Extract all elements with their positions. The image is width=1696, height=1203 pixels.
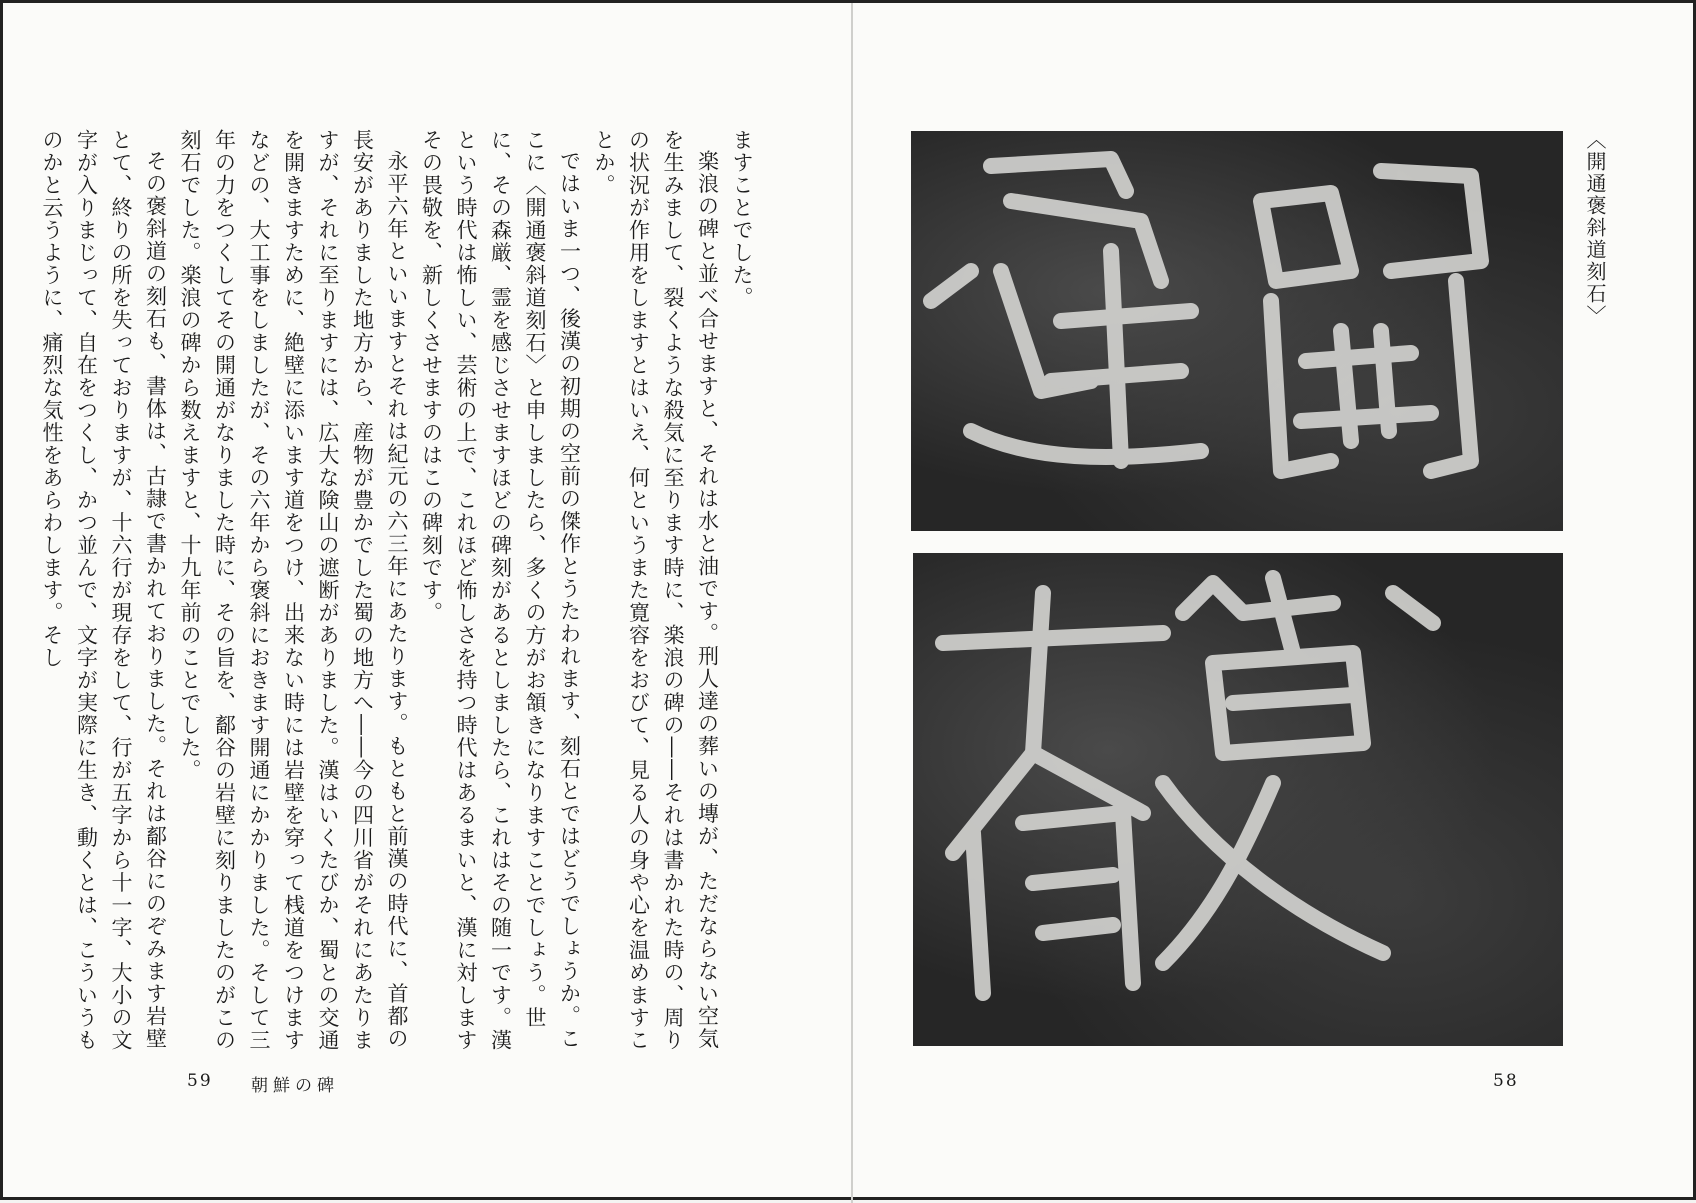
rubbing-photo-bottom <box>913 553 1563 1046</box>
page-number-left: 59 <box>187 1071 213 1091</box>
paragraph-3: ではいま一つ、後漢の初期の空前の傑作とうたわれます、刻石とではどうでしょうか。ここに〈開通褒斜道刻石〉と申しましたら、多くの方がお頷きになりますことでしょう。世に、その森厳、霊を感じさせますほどの碑刻があるとしましたら、これはその随一です。漢という時代は怖しい、芸術の上で、これほど怖しさを持つ時代はあるまいと、漢に対しますその畏敬を、新しくさせますのはこの碑刻です。 <box>419 129 582 1052</box>
rubbing-strokes-bottom <box>913 553 1563 1046</box>
running-head: 朝鮮の碑 <box>251 1076 339 1096</box>
paragraph-4: 永平六年といいますとそれは紀元の六三年にあたります。もともと前漢の時代に、首都の長安がありました地方から、産物が豊かでした蜀の地方へ――今の四川省がそれにあたりますが、それに至りますには、広大な険山の遮断がありました。漢はいくたびか、蜀との交通を開きますために、絶壁に添います道をつけ、出来ない時には岩壁を穿って桟道をつけますなどの、大工事をしましたが、その六年から褒斜におきます開通にかかりました。そして三年の力をつくしてその開通がなりました時に、その旨を、鄐谷の岩壁に刻りましたのがこの刻石でした。楽浪の碑から数えますと、十九年前のことでした。 <box>178 129 409 1052</box>
paragraph-2: 楽浪の碑と並べ合せますと、それは水と油です。刑人達の葬いの塼が、ただならない空気を生みまして、裂くような殺気に至ります時に、楽浪の碑の――それは書かれた時の、周りの状況が作用をしますとはいえ、何というまた寛容をおびて、見る人の身や心を温めますことか。 <box>592 129 720 1052</box>
rubbing-strokes-top <box>911 131 1563 531</box>
rubbing-photo-top <box>911 131 1563 531</box>
page-number-right: 58 <box>1493 1071 1519 1091</box>
figure-caption: 〈開通褒斜道刻石〉 <box>1583 129 1607 327</box>
page-gutter <box>851 3 853 1203</box>
vertical-body-text <box>40 129 759 1059</box>
paragraph-1: ますことでした。 <box>730 129 754 309</box>
paragraph-5: その褒斜道の刻石も、書体は、古隷で書かれておりました。それは鄐谷にのぞみます岩壁とて、終りの所を失っておりますが、十六行が現存をして、行が五字から十一字、大小の文字が入りまじって、自在をつくし、かつ並んで、文字が実際に生き、動くとは、こういうものかと云うように、痛烈な気性をあらわします。そし <box>40 129 168 1052</box>
